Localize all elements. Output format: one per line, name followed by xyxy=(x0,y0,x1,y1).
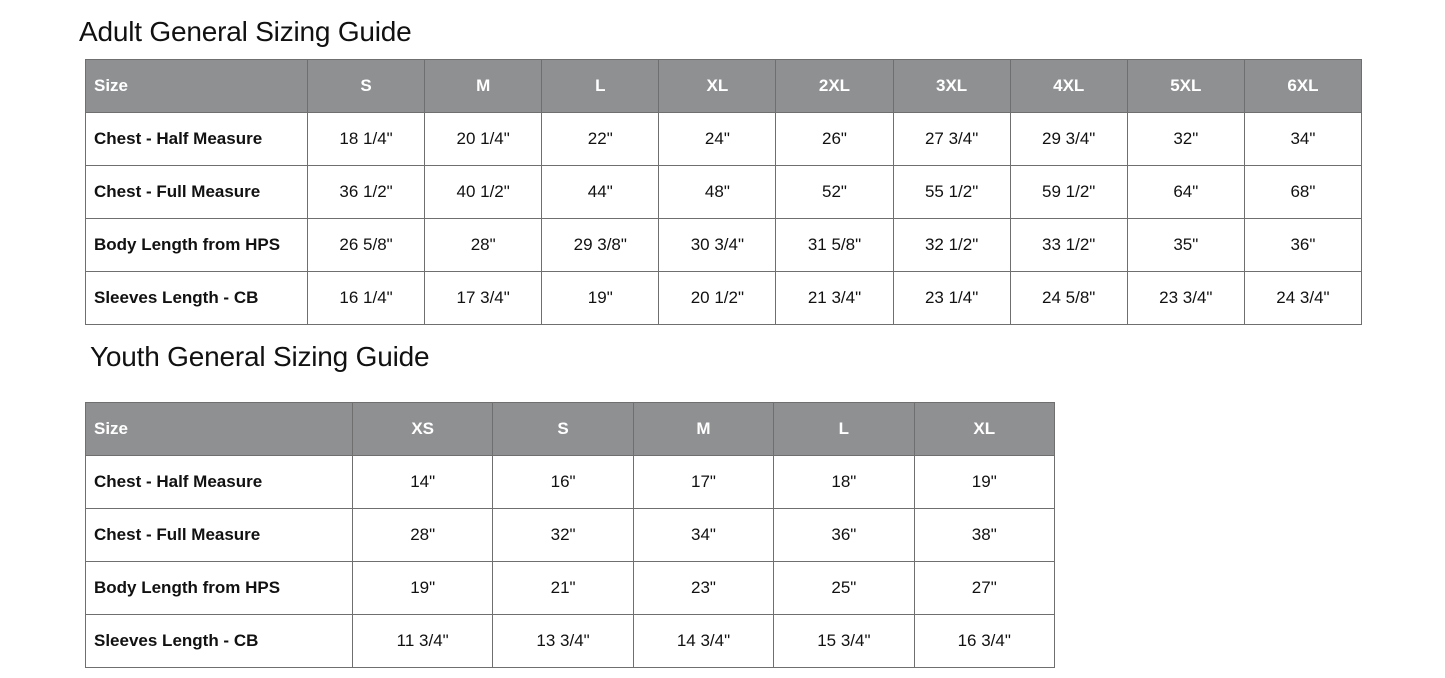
size-header-m: M xyxy=(633,403,773,456)
measurement-cell: 34" xyxy=(1244,113,1361,166)
measurement-cell: 26" xyxy=(776,113,893,166)
measurement-cell: 34" xyxy=(633,509,773,562)
adult-table-body xyxy=(86,113,1362,325)
measurement-cell: 36 1/2" xyxy=(308,166,425,219)
row-label: Chest - Full Measure xyxy=(86,166,308,219)
size-header-s: S xyxy=(308,60,425,113)
measurement-cell: 22" xyxy=(542,113,659,166)
measurement-cell: 24 5/8" xyxy=(1010,272,1127,325)
measurement-cell: 26 5/8" xyxy=(308,219,425,272)
size-header-m: M xyxy=(425,60,542,113)
table-row xyxy=(86,219,1362,272)
row-label: Chest - Half Measure xyxy=(86,113,308,166)
size-header-5xl: 5XL xyxy=(1127,60,1244,113)
table-row xyxy=(86,509,1055,562)
measurement-cell: 14" xyxy=(353,456,493,509)
youth-table-header xyxy=(86,403,1055,456)
size-column-header: Size xyxy=(86,60,308,113)
measurement-cell: 36" xyxy=(1244,219,1361,272)
size-header-xl: XL xyxy=(659,60,776,113)
measurement-cell: 30 3/4" xyxy=(659,219,776,272)
youth-guide-title: Youth General Sizing Guide xyxy=(90,341,430,372)
measurement-cell: 28" xyxy=(425,219,542,272)
measurement-cell: 17" xyxy=(633,456,773,509)
measurement-cell: 20 1/2" xyxy=(659,272,776,325)
table-row xyxy=(86,456,1055,509)
measurement-cell: 24 3/4" xyxy=(1244,272,1361,325)
measurement-cell: 19" xyxy=(353,562,493,615)
size-header-xl: XL xyxy=(914,403,1054,456)
measurement-cell: 17 3/4" xyxy=(425,272,542,325)
measurement-cell: 27 3/4" xyxy=(893,113,1010,166)
size-header-4xl: 4XL xyxy=(1010,60,1127,113)
row-label: Body Length from HPS xyxy=(86,562,353,615)
youth-table-body xyxy=(86,456,1055,668)
measurement-cell: 29 3/4" xyxy=(1010,113,1127,166)
table-row xyxy=(86,562,1055,615)
measurement-cell: 32" xyxy=(493,509,633,562)
size-header-xs: XS xyxy=(353,403,493,456)
row-label: Sleeves Length - CB xyxy=(86,615,353,668)
measurement-cell: 52" xyxy=(776,166,893,219)
adult-guide-title: Adult General Sizing Guide xyxy=(79,16,412,47)
measurement-cell: 13 3/4" xyxy=(493,615,633,668)
row-label: Chest - Full Measure xyxy=(86,509,353,562)
row-label: Sleeves Length - CB xyxy=(86,272,308,325)
row-label: Chest - Half Measure xyxy=(86,456,353,509)
header-row xyxy=(86,403,1055,456)
measurement-cell: 31 5/8" xyxy=(776,219,893,272)
measurement-cell: 33 1/2" xyxy=(1010,219,1127,272)
measurement-cell: 32 1/2" xyxy=(893,219,1010,272)
size-header-6xl: 6XL xyxy=(1244,60,1361,113)
measurement-cell: 36" xyxy=(774,509,914,562)
table-row xyxy=(86,272,1362,325)
measurement-cell: 14 3/4" xyxy=(633,615,773,668)
table-row xyxy=(86,615,1055,668)
measurement-cell: 19" xyxy=(542,272,659,325)
size-header-l: L xyxy=(774,403,914,456)
measurement-cell: 35" xyxy=(1127,219,1244,272)
measurement-cell: 20 1/4" xyxy=(425,113,542,166)
measurement-cell: 32" xyxy=(1127,113,1244,166)
measurement-cell: 68" xyxy=(1244,166,1361,219)
size-header-2xl: 2XL xyxy=(776,60,893,113)
youth-sizing-table xyxy=(85,402,1055,668)
measurement-cell: 21 3/4" xyxy=(776,272,893,325)
adult-sizing-table xyxy=(85,59,1362,325)
measurement-cell: 15 3/4" xyxy=(774,615,914,668)
measurement-cell: 23 3/4" xyxy=(1127,272,1244,325)
table-row xyxy=(86,166,1362,219)
measurement-cell: 59 1/2" xyxy=(1010,166,1127,219)
adult-table-header xyxy=(86,60,1362,113)
measurement-cell: 28" xyxy=(353,509,493,562)
measurement-cell: 25" xyxy=(774,562,914,615)
table-row xyxy=(86,113,1362,166)
measurement-cell: 18" xyxy=(774,456,914,509)
measurement-cell: 64" xyxy=(1127,166,1244,219)
measurement-cell: 16 3/4" xyxy=(914,615,1054,668)
measurement-cell: 29 3/8" xyxy=(542,219,659,272)
measurement-cell: 21" xyxy=(493,562,633,615)
row-label: Body Length from HPS xyxy=(86,219,308,272)
measurement-cell: 23 1/4" xyxy=(893,272,1010,325)
measurement-cell: 48" xyxy=(659,166,776,219)
size-header-s: S xyxy=(493,403,633,456)
measurement-cell: 19" xyxy=(914,456,1054,509)
size-header-3xl: 3XL xyxy=(893,60,1010,113)
measurement-cell: 38" xyxy=(914,509,1054,562)
header-row xyxy=(86,60,1362,113)
measurement-cell: 11 3/4" xyxy=(353,615,493,668)
size-column-header: Size xyxy=(86,403,353,456)
measurement-cell: 16" xyxy=(493,456,633,509)
measurement-cell: 55 1/2" xyxy=(893,166,1010,219)
size-header-l: L xyxy=(542,60,659,113)
measurement-cell: 18 1/4" xyxy=(308,113,425,166)
measurement-cell: 24" xyxy=(659,113,776,166)
measurement-cell: 23" xyxy=(633,562,773,615)
measurement-cell: 44" xyxy=(542,166,659,219)
measurement-cell: 27" xyxy=(914,562,1054,615)
measurement-cell: 16 1/4" xyxy=(308,272,425,325)
measurement-cell: 40 1/2" xyxy=(425,166,542,219)
